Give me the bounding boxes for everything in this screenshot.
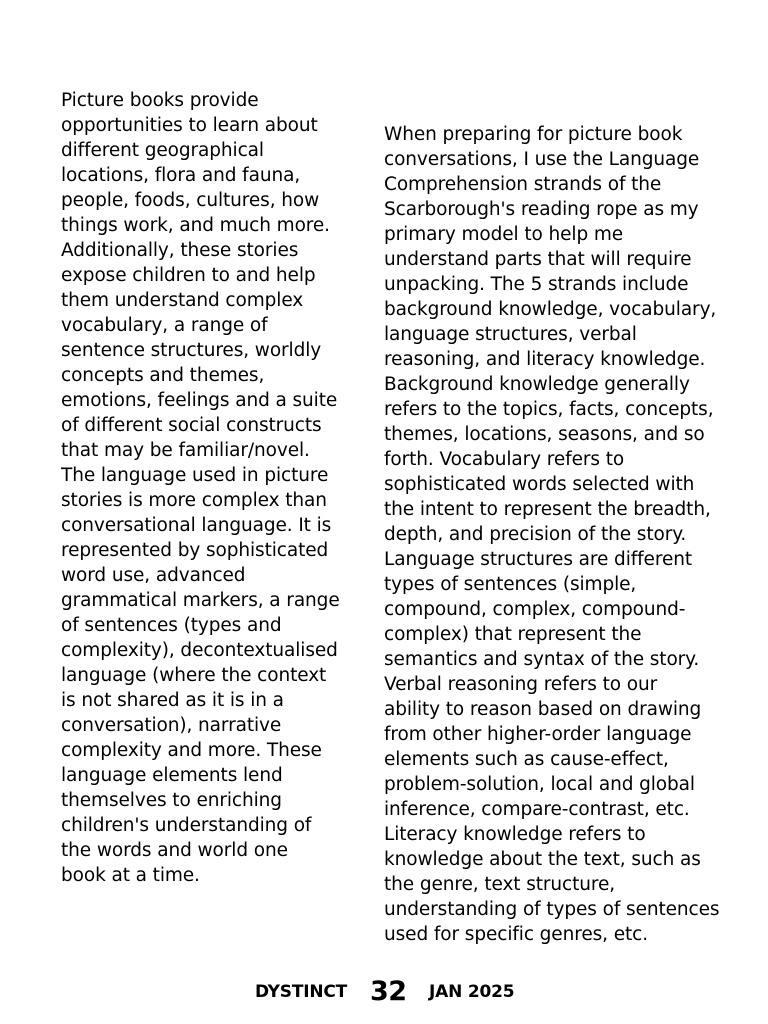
text-line: elements such as cause-effect,: [384, 749, 669, 770]
text-line: sentence structures, worldly: [61, 340, 322, 361]
text-line: children's understanding of: [61, 815, 312, 836]
text-line: Picture books provide: [61, 90, 259, 111]
text-line: Additionally, these stories: [61, 240, 299, 261]
text-line: book at a time.: [61, 865, 200, 886]
page-number: 32: [370, 976, 407, 1007]
text-line: of different social constructs: [61, 415, 322, 436]
text-line: problem-solution, local and global: [384, 774, 695, 795]
page-footer: [0, 976, 768, 1008]
text-line: stories is more complex than: [61, 490, 327, 511]
text-line: Literacy knowledge refers to: [384, 824, 646, 845]
text-line: grammatical markers, a range: [61, 590, 340, 611]
text-line: Language structures are different: [384, 549, 693, 570]
text-line: from other higher-order language: [384, 724, 692, 745]
text-line: ability to reason based on drawing: [384, 699, 702, 720]
left-text-column: [61, 88, 340, 888]
text-line: expose children to and help: [61, 265, 316, 286]
text-line: complexity), decontextualised: [61, 640, 338, 661]
text-line: knowledge about the text, such as: [384, 849, 701, 870]
text-line: of sentences (types and: [61, 615, 282, 636]
text-line: the intent to represent the breadth,: [384, 499, 711, 520]
text-line: word use, advanced: [61, 565, 246, 586]
text-line: that may be familiar/novel.: [61, 440, 310, 461]
text-line: conversation), narrative: [61, 715, 282, 736]
text-line: people, foods, cultures, how: [61, 190, 320, 211]
text-line: Comprehension strands of the: [384, 174, 662, 195]
text-line: types of sentences (simple,: [384, 574, 637, 595]
text-line: is not shared as it is in a: [61, 690, 284, 711]
text-line: things work, and much more.: [61, 215, 330, 236]
text-line: emotions, feelings and a suite: [61, 390, 338, 411]
text-line: forth. Vocabulary refers to: [384, 449, 625, 470]
text-line: refers to the topics, facts, concepts,: [384, 399, 714, 420]
text-line: complex) that represent the: [384, 624, 642, 645]
text-line: locations, flora and fauna,: [61, 165, 301, 186]
text-line: language (where the context: [61, 665, 327, 686]
publication-name: DYSTINCT: [255, 982, 348, 1002]
text-line: primary model to help me: [384, 224, 624, 245]
text-line: them understand complex: [61, 290, 304, 311]
text-line: represented by sophisticated: [61, 540, 329, 561]
text-line: different geographical: [61, 140, 264, 161]
text-line: Verbal reasoning refers to our: [384, 674, 658, 695]
text-line: sophisticated words selected with: [384, 474, 695, 495]
text-line: conversational language. It is: [61, 515, 332, 536]
text-line: understanding of types of sentences: [384, 899, 720, 920]
text-line: language elements lend: [61, 765, 283, 786]
text-line: concepts and themes,: [61, 365, 265, 386]
text-line: compound, complex, compound-: [384, 599, 686, 620]
text-line: the genre, text structure,: [384, 874, 616, 895]
text-line: language structures, verbal: [384, 324, 637, 345]
text-line: background knowledge, vocabulary,: [384, 299, 717, 320]
text-line: conversations, I use the Language: [384, 149, 700, 170]
text-line: themes, locations, seasons, and so: [384, 424, 705, 445]
text-line: semantics and syntax of the story.: [384, 649, 700, 670]
issue-date: JAN 2025: [429, 982, 515, 1002]
text-line: used for specific genres, etc.: [384, 924, 648, 945]
text-line: themselves to enriching: [61, 790, 282, 811]
text-line: Background knowledge generally: [384, 374, 690, 395]
text-line: vocabulary, a range of: [61, 315, 268, 336]
text-line: When preparing for picture book: [384, 124, 683, 145]
text-line: The language used in picture: [61, 465, 329, 486]
text-line: reasoning, and literacy knowledge.: [384, 349, 706, 370]
text-line: depth, and precision of the story.: [384, 524, 687, 545]
right-text-column: [384, 122, 719, 947]
text-line: complexity and more. These: [61, 740, 322, 761]
text-line: unpacking. The 5 strands include: [384, 274, 689, 295]
text-line: opportunities to learn about: [61, 115, 318, 136]
text-line: understand parts that will require: [384, 249, 692, 270]
text-line: Scarborough's reading rope as my: [384, 199, 699, 220]
text-line: the words and world one: [61, 840, 288, 861]
text-line: inference, compare-contrast, etc.: [384, 799, 690, 820]
